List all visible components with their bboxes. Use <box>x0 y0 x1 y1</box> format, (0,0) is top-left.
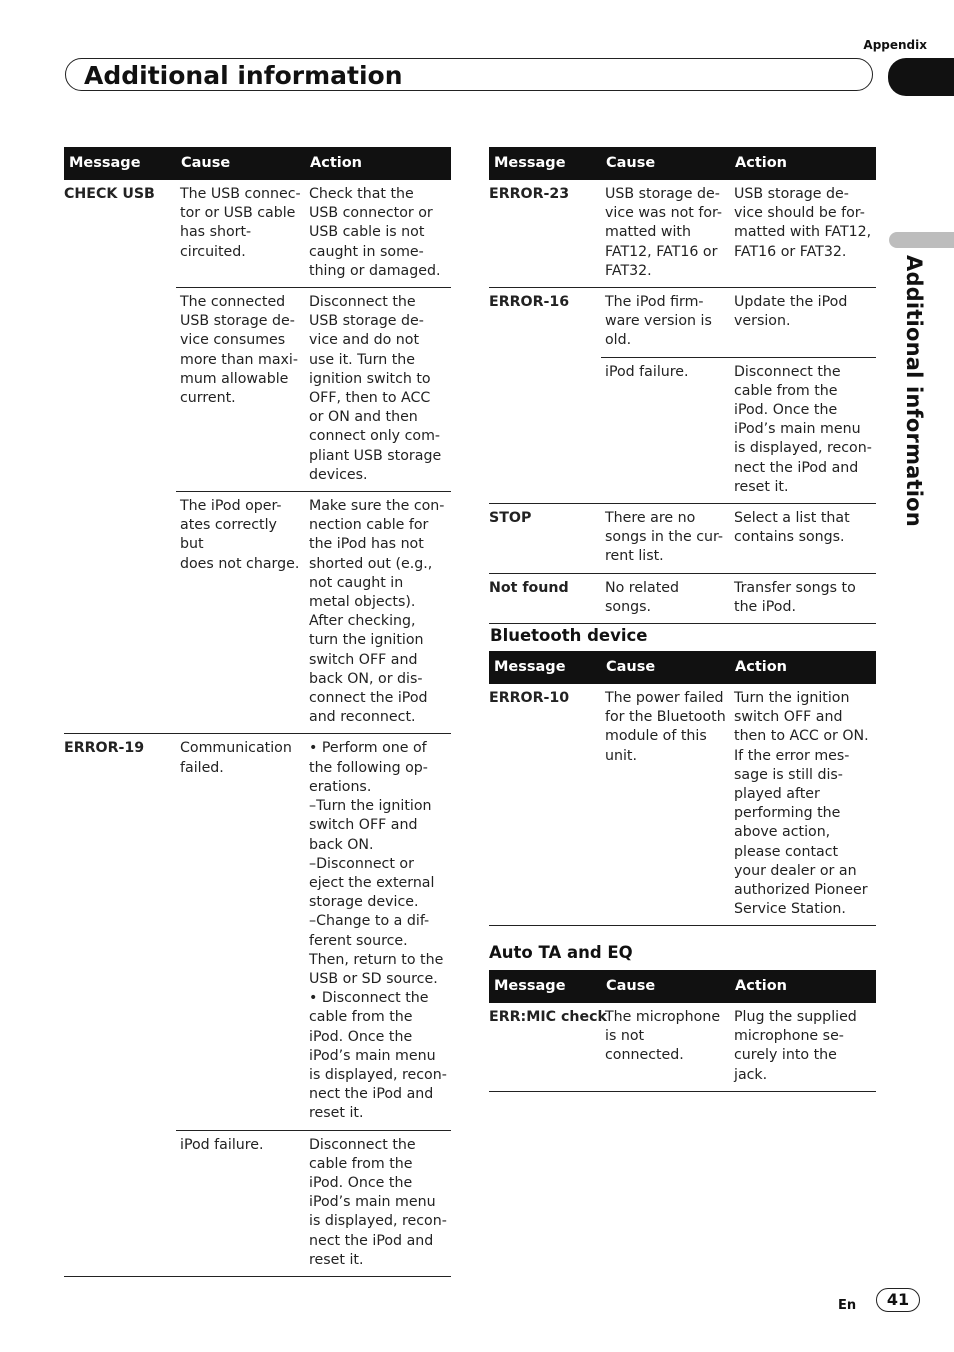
message-error-16: ERROR-16 <box>489 288 601 504</box>
table-header-row <box>64 147 451 180</box>
cause-cell: Communication failed. <box>176 734 305 1130</box>
bluetooth-heading: Bluetooth device <box>490 626 648 645</box>
cause-cell: iPod failure. <box>176 1130 305 1276</box>
cause-cell: The USB connec- tor or USB cable has short- circuited. <box>176 180 305 288</box>
action-cell: Make sure the con- nection cable for the iPod has not shorted out (e.g., not caught in metal objects). After checking, turn the ignition switch OFF and back ON, or dis- connect the iPod and reconnect. <box>305 492 451 734</box>
page-title: Additional information <box>84 61 403 90</box>
action-cell: USB storage de- vice should be for- matted with FAT12, FAT16 or FAT32. <box>730 180 876 288</box>
header-cause: Cause <box>176 147 305 180</box>
table-row <box>489 573 876 623</box>
cause-cell: There are no songs in the cur- rent list. <box>601 504 730 574</box>
auto-ta-table <box>489 970 876 1092</box>
cause-cell: The power failed for the Bluetooth module of this unit. <box>601 684 730 926</box>
header-cause: Cause <box>601 651 730 684</box>
header-action: Action <box>730 147 876 180</box>
table-row <box>489 684 876 926</box>
table-header-row <box>489 970 876 1003</box>
cause-cell: The iPod oper- ates correctly but does not charge. <box>176 492 305 734</box>
section-tab-marker <box>888 58 954 96</box>
table-header-row <box>489 147 876 180</box>
action-cell: Disconnect the cable from the iPod. Once the iPod’s main menu is displayed, recon- nect the iPod and reset it. <box>305 1130 451 1276</box>
action-cell: Transfer songs to the iPod. <box>730 573 876 623</box>
table-row <box>489 288 876 358</box>
table-row <box>489 504 876 574</box>
cause-cell: The microphone is not connected. <box>601 1003 730 1091</box>
header-cause: Cause <box>601 147 730 180</box>
error-table-left <box>64 147 451 1277</box>
action-cell: Plug the supplied microphone se- curely into the jack. <box>730 1003 876 1091</box>
header-message: Message <box>489 651 601 684</box>
error-table-right <box>489 147 876 624</box>
header-message: Message <box>489 970 601 1003</box>
action-cell: Check that the USB connector or USB cable is not caught in some- thing or damaged. <box>305 180 451 288</box>
message-err-mic-check: ERR:MIC check <box>489 1003 601 1091</box>
header-action: Action <box>730 970 876 1003</box>
message-stop: STOP <box>489 504 601 574</box>
cause-cell: The connected USB storage de- vice consumes more than maxi- mum allowable current. <box>176 288 305 492</box>
message-error-10: ERROR-10 <box>489 684 601 926</box>
cause-cell: iPod failure. <box>601 357 730 503</box>
header-message: Message <box>64 147 176 180</box>
bluetooth-table <box>489 651 876 926</box>
action-cell: Select a list that contains songs. <box>730 504 876 574</box>
table-row <box>489 1003 876 1091</box>
table-row <box>64 180 451 288</box>
cause-cell: USB storage de- vice was not for- matted with FAT12, FAT16 or FAT32. <box>601 180 730 288</box>
table-row <box>64 734 451 1130</box>
action-cell: Turn the ignition switch OFF and then to ACC or ON. If the error mes- sage is still dis- played after performing the above action, please contact your dealer or an authorized Pioneer Service Station. <box>730 684 876 926</box>
auto-ta-heading: Auto TA and EQ <box>489 943 633 962</box>
message-error-19: ERROR-19 <box>64 734 176 1276</box>
table-row <box>489 180 876 288</box>
page-title-bar <box>65 58 873 91</box>
message-not-found: Not found <box>489 573 601 623</box>
table-header-row <box>489 651 876 684</box>
action-cell: Update the iPod version. <box>730 288 876 358</box>
header-message: Message <box>489 147 601 180</box>
side-section-label <box>896 255 926 527</box>
cause-cell: The iPod firm- ware version is old. <box>601 288 730 358</box>
action-cell: Disconnect the USB storage de- vice and do not use it. Turn the ignition switch to OFF, then to ACC or ON and then connect only com- pliant USB storage devices. <box>305 288 451 492</box>
message-error-23: ERROR-23 <box>489 180 601 288</box>
language-label: En <box>838 1298 857 1313</box>
appendix-label: Appendix <box>863 38 927 52</box>
action-cell: Disconnect the cable from the iPod. Once the iPod’s main menu is displayed, recon- nect the iPod and reset it. <box>730 357 876 503</box>
message-check-usb: CHECK USB <box>64 180 176 734</box>
side-section-label-text: Additional information <box>902 255 926 527</box>
side-tab-marker <box>889 232 954 248</box>
header-cause: Cause <box>601 970 730 1003</box>
page-number: 41 <box>876 1288 920 1312</box>
header-action: Action <box>305 147 451 180</box>
action-cell: • Perform one of the following op- erations. –Turn the ignition switch OFF and back ON. –Disconnect or eject the external storage device. –Change to a dif- ferent source. Then, return to the USB or SD source. • Disconnect the cable from the iPod. Once the iPod’s main menu is displayed, recon- nect the iPod and reset it. <box>305 734 451 1130</box>
header-action: Action <box>730 651 876 684</box>
cause-cell: No related songs. <box>601 573 730 623</box>
